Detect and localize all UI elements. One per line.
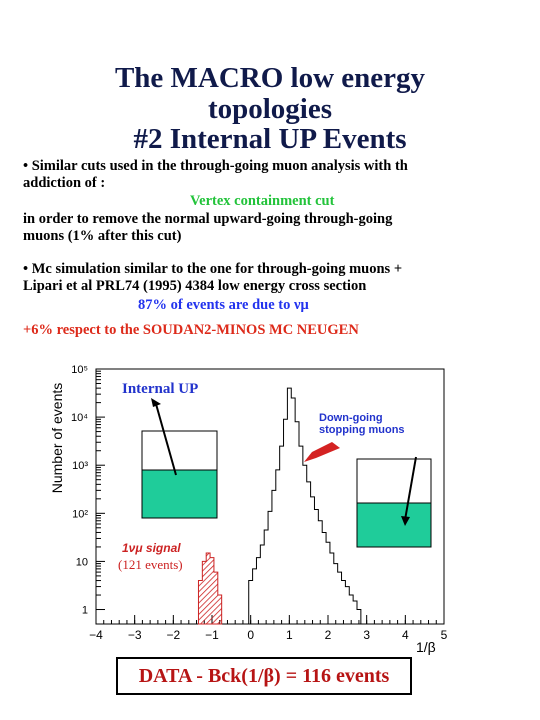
slide-title-line3: #2 Internal UP Events xyxy=(133,123,407,155)
signal-count-label: (121 events) xyxy=(118,557,183,572)
histogram-plot xyxy=(0,360,540,660)
internal-up-label: Internal UP xyxy=(122,381,199,397)
x-tick-label: −4 xyxy=(89,628,103,642)
y-tick-label: 10 xyxy=(75,556,88,569)
down-going-label-line1: Down-going xyxy=(319,412,383,424)
x-tick-label: 5 xyxy=(440,628,448,642)
slide-title-line2: topologies xyxy=(207,93,333,125)
y-tick-label: 1 xyxy=(81,604,88,617)
slide-title-line1: The MACRO low energy xyxy=(114,62,426,94)
bullet2-line1: • Mc simulation similar to the one for through-going muons + xyxy=(23,261,403,277)
x-tick-label: 4 xyxy=(401,628,409,642)
bullet1-line1: • Similar cuts used in the through-going muon analysis with th xyxy=(23,158,408,174)
x-axis-label: 1/β xyxy=(416,639,436,655)
internal-up-detector-fill xyxy=(142,470,217,518)
x-tick-label: 1 xyxy=(285,628,293,642)
bullet1-line2: addiction of : xyxy=(23,175,106,191)
y-axis-label: Number of events xyxy=(49,382,65,494)
y-tick-label: 10⁵ xyxy=(71,364,88,376)
x-tick-label: −1 xyxy=(205,628,219,642)
bullet2-line2: Lipari et al PRL74 (1995) 4384 low energy cross section xyxy=(23,278,367,294)
peak-pointer-arrow xyxy=(304,442,340,462)
internal-up-arrowhead xyxy=(151,398,161,407)
bullet1-line4: muons (1% after this cut) xyxy=(23,228,182,244)
y-tick-label: 10² xyxy=(72,508,88,521)
down-going-detector-fill xyxy=(357,503,431,547)
y-tick-label: 10³ xyxy=(72,460,88,473)
x-tick-label: −3 xyxy=(127,628,142,642)
x-tick-label: 3 xyxy=(363,628,371,642)
numu-fraction-highlight: 87% of events are due to νμ xyxy=(138,297,309,313)
down-going-label-line2: stopping muons xyxy=(319,424,405,436)
signal-histogram xyxy=(198,553,221,624)
result-text: DATA - Bck(1/β) = 116 events xyxy=(138,664,390,687)
result-box xyxy=(116,657,412,695)
y-tick-label: 10⁴ xyxy=(71,412,88,425)
x-tick-label: 2 xyxy=(324,628,332,642)
bullet1-line3: in order to remove the normal upward-going through-going xyxy=(23,211,393,227)
mc-comparison-highlight: +6% respect to the SOUDAN2-MINOS MC NEUGEN xyxy=(23,322,359,338)
x-tick-label: −2 xyxy=(166,628,181,642)
signal-label: 1νμ signal xyxy=(122,541,181,555)
x-tick-label: 0 xyxy=(247,628,255,642)
vertex-cut-highlight: Vertex containment cut xyxy=(190,193,335,209)
